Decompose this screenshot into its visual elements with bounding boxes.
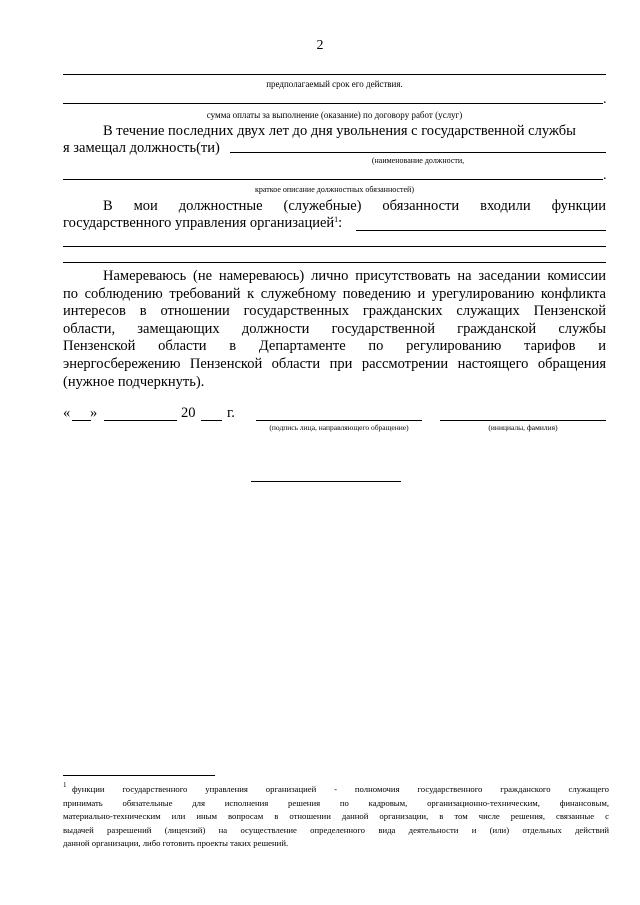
functions-blank-line-2[interactable] bbox=[63, 246, 606, 247]
payment-caption: сумма оплаты за выполнение (оказание) по договору работ (услуг) bbox=[206, 110, 463, 120]
intent-line-3: интересов в отношении государственных гражданских служащих Пензенской bbox=[63, 303, 606, 320]
functions-paragraph-line2: государственного управления организацией$^1$: bbox=[63, 215, 343, 231]
intent-line-6: энергосбережению Пензенской области при рассмотрении настоящего обращения bbox=[63, 356, 606, 372]
functions-blank-line-3[interactable] bbox=[63, 262, 606, 263]
intent-line-4: области, замещающих должности государственной гражданской службы bbox=[63, 320, 606, 337]
date-day-blank[interactable] bbox=[72, 420, 91, 421]
registration-blank-line[interactable] bbox=[251, 481, 401, 482]
name-caption: (инициалы, фамилия) bbox=[488, 423, 558, 432]
intent-line-5: Пензенской области в Департаменте по регулированию тарифов и bbox=[63, 338, 606, 355]
term-caption: предполагаемый срок его действия. bbox=[266, 79, 403, 89]
footnote-line-4: выдачей разрешений (лицензий) на осуществление определенного вида деятельности и (или) отдельных действий bbox=[63, 824, 609, 835]
positions-caption: (наименование должности, bbox=[371, 156, 465, 165]
page-number: 2 bbox=[316, 38, 324, 53]
functions-line2-text: государственного управления организацией bbox=[63, 215, 335, 231]
signature-blank-line[interactable] bbox=[256, 420, 422, 421]
footnote-line-3: материально-техническим или иным вопросам в отношении данной организации, в том числе решения, связанные с bbox=[63, 811, 609, 822]
payment-line-period: . bbox=[603, 92, 607, 107]
intent-line-1: Намереваюсь (не намереваюсь) лично присутствовать на заседании комиссии bbox=[103, 268, 606, 284]
duties-blank-line[interactable] bbox=[63, 179, 603, 180]
footnote-separator bbox=[63, 775, 215, 776]
footnote-line-5: данной организации, либо готовить проекты таких решений. bbox=[63, 838, 289, 849]
footnote-mark: 1 bbox=[63, 781, 67, 789]
date-year-prefix: 20 bbox=[181, 405, 196, 421]
functions-word: мои bbox=[133, 198, 158, 214]
positions-paragraph-line1: В течение последних двух лет до дня увольнения с государственной службы bbox=[103, 123, 576, 139]
date-month-blank[interactable] bbox=[104, 420, 177, 421]
positions-blank-line[interactable] bbox=[230, 152, 606, 153]
name-blank-line[interactable] bbox=[440, 420, 606, 421]
duties-line-period: . bbox=[603, 168, 607, 183]
functions-word: функции bbox=[551, 198, 606, 214]
footnote-line-1: функции государственного управления организацией - полномочия государственного гражданского служащего bbox=[72, 784, 609, 794]
functions-word: входили bbox=[480, 198, 531, 214]
functions-word: В bbox=[103, 198, 113, 214]
date-close-quote: » bbox=[90, 405, 98, 421]
duties-caption: краткое описание должностных обязанностей) bbox=[255, 185, 414, 194]
functions-paragraph-line1 bbox=[103, 198, 606, 215]
intent-line-last: (нужное подчеркнуть). bbox=[63, 373, 205, 390]
date-year-blank[interactable] bbox=[201, 420, 222, 421]
footnote-line-2: принимать обязательные для исполнения решения по кадровым, организационно-техническим, финансовым, bbox=[63, 797, 609, 808]
signature-caption: (подпись лица, направляющего обращение) bbox=[269, 423, 409, 432]
payment-blank-line[interactable] bbox=[63, 103, 603, 104]
positions-paragraph-line2: я замещал должность(ти) bbox=[63, 140, 220, 156]
functions-blank-line-1[interactable] bbox=[356, 230, 606, 231]
term-blank-line[interactable] bbox=[63, 74, 606, 75]
functions-word: (служебные) bbox=[283, 198, 362, 214]
functions-word: должностные bbox=[178, 198, 263, 214]
date-open-quote: « bbox=[63, 405, 71, 421]
date-year-suffix: г. bbox=[227, 405, 235, 421]
footnote-reference: 1 bbox=[334, 215, 339, 224]
functions-word: обязанности bbox=[382, 198, 460, 214]
intent-line-2: по соблюдению требований к служебному поведению и урегулированию конфликта bbox=[63, 285, 606, 302]
